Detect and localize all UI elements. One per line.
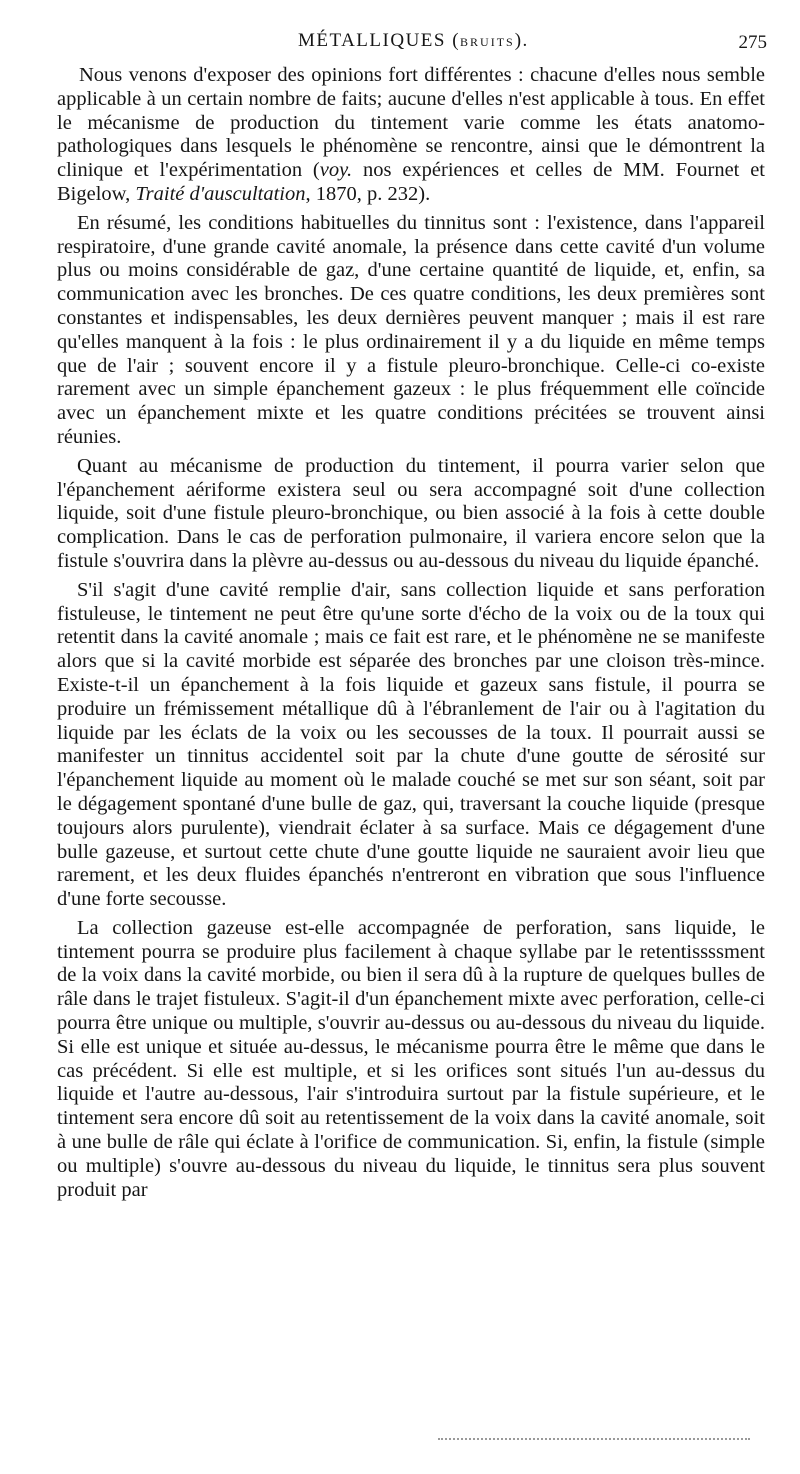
page-header [0,30,800,60]
page-number: 275 [738,32,767,53]
running-title-main: MÉTALLIQUES [298,30,446,51]
body-text [57,64,765,1207]
paragraph-1-part-e: , 1870, p. 232). [305,182,431,205]
paragraph-1-part-a: Nous venons d'exposer des opinions fort différentes : chacune d'elles nous semble applicable à un certain nombre de faits; aucune d'elles n'est applicable à tous. En effet le mécanisme de production du tintement varie comme les états anatomo-pathologiques dans lesquels le phénomène se rencontre, ainsi que le démontrent la clinique et l'expérimentation ( [57,64,765,182]
paragraph-3: Quant au mécanisme de production du tintement, il pourra varier selon que l'épanchement aériforme existera seul ou sera accompagné soit d'une collection liquide, soit d'une fistule pleuro-bronchique, ou bien associé à la fois à cette double complication. Dans le cas de perforation pulmonaire, il variera encore selon que la fistule s'ouvrira dans la plèvre au-dessus ou au-dessous du niveau du liquide épanché. [57,454,765,572]
running-title [298,30,529,52]
paragraph-4: S'il s'agit d'une cavité remplie d'air, sans collection liquide et sans perforation fistuleuse, le tintement ne peut être qu'une sorte d'écho de la voix ou de la toux qui retentit dans la cavité anomale ; mais ce fait est rare, et le phénomène ne se manifeste alors que si la cavité morbide est séparée des bronches par une cloison très-mince. Existe-t-il un épanchement à la fois liquide et gazeux sans fistule, il pourra se produire un frémissement métallique dû à l'ébranlement de l'air ou à l'agitation du liquide par les éclats de la voix ou les secousses de la toux. Il pourrait aussi se manifester un tinnitus accidentel soit par la chute d'une goutte de sérosité sur l'épanchement liquide au moment où le malade couché se met sur son séant, soit par le dégagement spontané d'une bulle de gaz, qui, traversant la couche liquide (presque toujours alors purulente), viendrait éclater à sa surface. Mais ce dégagement d'une bulle gazeuse, et surtout cette chute d'une goutte liquide ne sauraient avoir lieu que rarement, et les deux fluides épanchés n'entreront en vibration que sous l'influence d'une forte secousse. [57,578,765,911]
paragraph-1-voy: voy. [319,159,353,182]
paragraph-5: La collection gazeuse est-elle accompagnée de perforation, sans liquide, le tintement pourra se produire plus facilement à chaque syllabe par le retentissssment de la voix dans la cavité morbide, ou bien il sera dû à la rupture de quelques bulles de râle dans le trajet fistuleux. S'agit-il d'un épanchement mixte avec perforation, celle-ci pourra être unique ou multiple, s'ouvrir au-dessus ou au-dessous du niveau du liquide. Si elle est unique et située au-dessus, le mécanisme pourra être le même que dans le cas précédent. Si elle est multiple, et si les orifices sont situés l'un au-dessus du liquide et l'autre au-dessous, l'air s'introduira surtout par la fistule supérieure, et le tintement sera encore dû soit au retentissement de la voix dans la cavité anomale, soit à une bulle de râle qui éclate à l'orifice de communication. Si, enfin, la fistule (simple ou multiple) s'ouvre au-dessous du niveau du liquide, le tinnitus sera plus souvent produit par [57,916,765,1201]
paragraph-1 [57,64,765,207]
paragraph-1-book-title: Traité d'auscultation [135,182,306,205]
paragraph-2: En résumé, les conditions habituelles du tinnitus sont : l'existence, dans l'appareil respiratoire, d'une grande cavité anomale, la présence dans cette cavité d'un volume plus ou moins considérable de gaz, d'une certaine quantité de liquide, et, enfin, sa communication avec les bronches. De ces quatre conditions, les deux premières sont constantes et indispensables, les deux dernières peuvent manquer ; mais il est rare qu'elles manquent à la fois : le plus ordinairement il y a du liquide en même temps que de l'air ; souvent encore il y a fistule pleuro-bronchique. Celle-ci co-existe rarement avec un simple épanchement gazeux : le plus fréquemment elle coïncide avec un épanchement mixte et les quatre conditions précitées se trouvent ainsi réunies. [57,211,765,448]
bottom-rule [438,1438,750,1440]
running-title-close: ). [514,30,529,51]
running-title-open: ( [445,30,461,51]
paragraph-1-part-c: nos expériences et celles de MM. Fournet et Bigelow, [57,159,765,205]
running-title-small-caps: BRUITS [460,35,515,49]
